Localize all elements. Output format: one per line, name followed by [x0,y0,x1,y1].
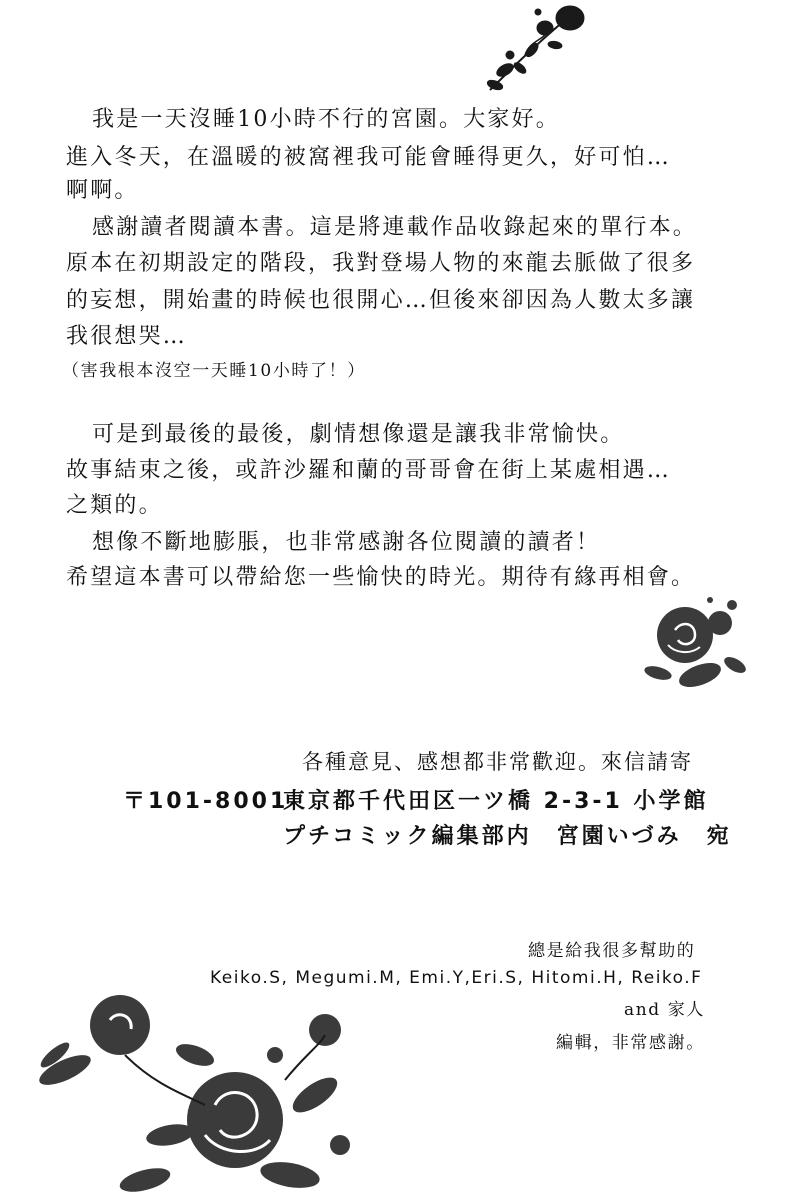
afterword-line: 進入冬天，在溫暖的被窩裡我可能會睡得更久，好可怕… [66,145,672,170]
thanks-names: Keiko.S, Megumi.M, Emi.Y,Eri.S, Hitomi.H, Reiko.F [210,968,703,988]
thanks-line: 編輯，非常感謝。 [556,1033,705,1053]
afterword-line: 可是到最後的最後，劇情想像還是讓我非常愉快。 [92,422,625,447]
thanks-line: and 家人 [624,1000,705,1020]
thanks-line: 總是給我很多幫助的 [528,941,696,961]
afterword-line: 我很想哭… [66,324,188,349]
afterword-line: 希望這本書可以帶給您一些愉快的時光。期待有緣再相會。 [66,565,696,590]
afterword-line: 之類的。 [66,493,163,518]
afterword-line: 故事結束之後，或許沙羅和蘭的哥哥會在街上某處相遇… [66,458,672,483]
afterword-line: 啊啊。 [66,178,139,203]
afterword-line: 原本在初期設定的階段，我對登場人物的來龍去脈做了很多 [66,251,696,276]
flower-sprig-top-right [470,0,590,100]
postal-code: 〒101-8001 [123,789,289,814]
afterword-line: 我是一天沒睡10小時不行的宮園。大家好。 [92,107,560,132]
mail-intro: 各種意見、感想都非常歡迎。來信請寄 [302,750,693,774]
mail-address: 東京都千代田区一ツ橋 2-3-1 小学館 [283,789,709,814]
rose-illustration-middle-right [640,595,750,700]
afterword-note: （害我根本沒空一天睡10小時了！） [62,361,366,381]
rose-bouquet-bottom-left [25,985,365,1200]
afterword-line: 想像不斷地膨脹，也非常感謝各位閱讀的讀者！ [92,530,601,555]
afterword-line: 的妄想，開始畫的時候也很開心…但後來卻因為人數太多讓 [66,288,696,313]
afterword-line: 感謝讀者閱讀本書。這是將連載作品收錄起來的單行本。 [92,215,698,240]
mail-recipient: プチコミック編集部内 宮園いづみ 宛 [283,824,732,849]
